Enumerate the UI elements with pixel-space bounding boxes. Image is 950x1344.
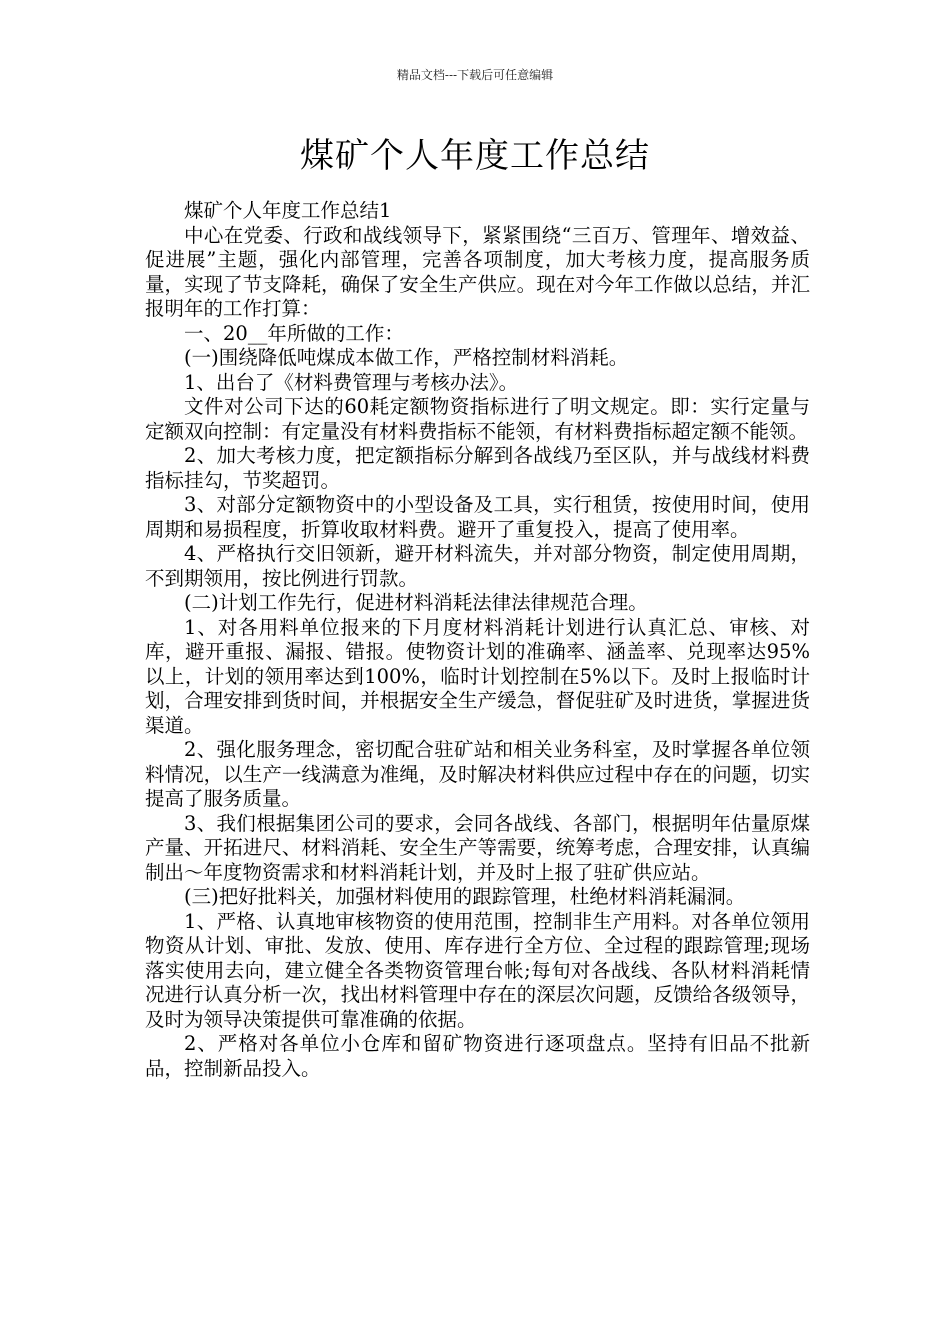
paragraph: 1、对各用料单位报来的下月度材料消耗计划进行认真汇总、审核、对库，避开重报、漏报、错报。使物资计划的准确率、涵盖率、兑现率达95%以上，计划的领用率达到100%，临时计划控制在5%以下。及时上报临时计划，合理安排到货时间，并根据安全生产缓急，督促驻矿及时进货，掌握进货渠道。 — [145, 615, 810, 737]
paragraph: 2、严格对各单位小仓库和留矿物资进行逐项盘点。坚持有旧品不批新品，控制新品投入。 — [145, 1032, 810, 1080]
paragraph: 3、我们根据集团公司的要求，会同各战线、各部门，根据明年估量原煤产量、开拓进尺、材料消耗、安全生产等需要，统筹考虑，合理安排，认真编制出～年度物资需求和材料消耗计划，并及时上报了驻矿供应站。 — [145, 811, 810, 884]
paragraph: (二)计划工作先行，促进材料消耗法律法律规范合理。 — [184, 591, 648, 614]
paragraph: 1、严格、认真地审核物资的使用范围，控制非生产用料。对各单位领用物资从计划、审批、发放、使用、库存进行全方位、全过程的跟踪管理;现场落实使用去向，建立健全各类物资管理台帐;每旬对各战线、各队材料消耗情况进行认真分析一次，找出材料管理中存在的深层次问题，反馈给各级领导，及时为领导决策提供可靠准确的依据。 — [145, 909, 810, 1031]
paragraph: 煤矿个人年度工作总结1 — [184, 199, 392, 222]
paragraph: (三)把好批料关，加强材料使用的跟踪管理，杜绝材料消耗漏洞。 — [184, 885, 746, 908]
paragraph: 1、出台了《材料费管理与考核办法》。 — [184, 370, 519, 394]
page-header: 精品文档---下载后可任意编辑 — [396, 68, 554, 82]
paragraph: 中心在党委、行政和战线领导下，紧紧围绕“三百万、管理年、增效益、促进展”主题，强化内部管理，完善各项制度，加大考核力度，提高服务质量，实现了节支降耗，确保了安全生产供应。现在对今年工作做以总结，并汇报明年的工作打算： — [145, 223, 810, 320]
document-title: 煤矿个人年度工作总结 — [300, 136, 650, 176]
document-body — [145, 199, 810, 1081]
paragraph: 2、加大考核力度，把定额指标分解到各战线乃至区队，并与战线材料费指标挂勾，节奖超罚。 — [145, 444, 810, 492]
paragraph: 3、对部分定额物资中的小型设备及工具，实行租赁，按使用时间，使用周期和易损程度，折算收取材料费。避开了重复投入，提高了使用率。 — [145, 493, 810, 541]
paragraph: 一、20__年所做的工作： — [184, 321, 404, 345]
paragraph: (一)围绕降低吨煤成本做工作，严格控制材料消耗。 — [184, 346, 629, 369]
paragraph: 文件对公司下达的60耗定额物资指标进行了明文规定。即：实行定量与定额双向控制：有定量没有材料费指标不能领，有材料费指标超定额不能领。 — [145, 395, 810, 443]
paragraph: 4、严格执行交旧领新，避开材料流失，并对部分物资，制定使用周期，不到期领用，按比例进行罚款。 — [145, 542, 810, 590]
paragraph: 2、强化服务理念，密切配合驻矿站和相关业务科室，及时掌握各单位领料情况，以生产一线满意为准绳，及时解决材料供应过程中存在的问题，切实提高了服务质量。 — [145, 738, 810, 810]
